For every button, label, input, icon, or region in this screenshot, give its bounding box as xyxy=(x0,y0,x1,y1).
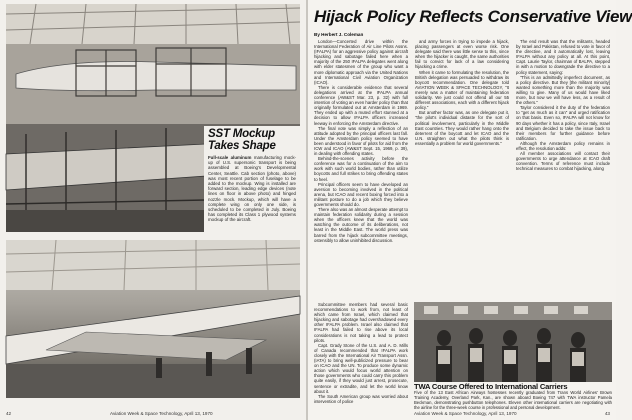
col2-paragraph: and army forces in trying to impede a hijack, placing passengers at even worse risk. One delegate said there was little sense to this, since when the hijacker is caught, the same authorities fail to convict for lack of a law considering hijacking a crime. xyxy=(415,39,509,70)
col1-paragraph: London—Concerted drive within the International Federation of Air Line Pilots Assns. (IFALPA) for an aggressive policy against aircraft hijacking and sabotage failed here when a majority of the 250 IFALPA delegates went along with elder statesmen of the group who want a more diplomatic approach via the United Nations and International Civil Aviation Organization (ICAO). xyxy=(314,39,408,85)
sidebar-headline: TWA Course Offered to International Carriers xyxy=(414,382,612,391)
article-column-3 xyxy=(516,39,610,239)
col2-paragraph: But another factor was, as one delegate put it, "the pilot's individual distaste for the sort of political involvement, particularly in the Middle East countries. They would rather hang onto the deterrent of the boycott and let ICAO and the U.N. straighten out what the pilots think is essentially a problem for world governments." xyxy=(415,110,509,146)
article-byline: By Herbert J. Coleman xyxy=(314,32,364,37)
col1-lower-paragraph: The South American group was worried about intervention of police xyxy=(314,393,408,404)
col1-paragraph: The final vote was simply a reflection of an attitude adopted by the principal officers last fall. Under the Amsterdam policy seemed to have been understood in favor of pilots for aid from the ICW and ICAO (AW&ST Sept. 15, 1969, p. 39), in dealing with offending states. xyxy=(314,125,408,157)
right-page xyxy=(308,0,632,420)
left-page-number: 42 xyxy=(6,411,12,416)
col3-paragraph: Although the Amsterdam policy remains in effect, the resolution adds: xyxy=(516,140,610,151)
col3-paragraph: All member associations will contact their governments to urge attendance at ICAO draft convention. Terms of reference must include technical measures to combat hijacking, along xyxy=(516,151,610,172)
sst-caption xyxy=(204,126,300,232)
col1-paragraph: Behind-the-scenes activity before the conference was for a continuation of the aim to work with such world bodies, rather than utilize boycotts and full strikes to bring offending states to heel. xyxy=(314,156,408,182)
col2-paragraph: When it came to formulating the resolution, the British delegation was persuaded to withdraw its boycott recommendation. One delegate told AVIATION WEEK & SPACE TECHNOLOGY, "It merely was a matter of maintaining federation solidarity. We just could not offend all our 55 different associations, each with a different hijack policy." xyxy=(415,69,509,111)
right-page-number: 43 xyxy=(604,411,610,416)
right-page-masthead: Aviation Week & Space Technology, April 13, 1970 xyxy=(414,411,517,416)
left-page-masthead: Aviation Week & Space Technology, April 13, 1970 xyxy=(110,411,213,416)
col3-paragraph: "This is an admittedly imperfect document, as a policy directive. But they [the militant minority] wanted something more than the majority was willing to give. Many of us would have liked more, but now we will have less, as a result of the others." xyxy=(516,74,610,106)
col1-lower-paragraph: Subcommittee members had several basic recommendations to work from, not least of which came from Israel, which claimed that hijacking and sabotage had overshadowed every other IFALPA problem. Israel also claimed that IFALPA had failed to rise above its local considerations is not taking a lead to protect pilots. xyxy=(314,302,408,343)
col3-paragraph: Taylor considered it the duty of the federation to "get as much as it can" and urged ratification on that basis. Even so, IFALPA will not know for 90 days whether it has a policy, since Italy, Israel and Belgium decided to take the issue back to their members for further guidance before ratification. xyxy=(516,105,610,141)
sst-caption-title-line1: SST Mockup xyxy=(208,128,276,140)
col1-paragraph: There also was an almost desperate attempt to maintain federation solidarity during a session when the officers knew that the world was watching the outcome of its deliberations, not least in the Middle East. The world press was barred from the hijack subcommittee meetings, ostensibly to allow uninhibited discussion. xyxy=(314,207,408,243)
sst-caption-title-line2: Takes Shape xyxy=(208,140,276,152)
sst-caption-text xyxy=(208,155,296,223)
sst-caption-lead: Full-scale aluminum xyxy=(208,155,252,160)
article-column-2 xyxy=(415,39,509,301)
col1-paragraph: There is considerable evidence that several delegations arrived at the IFALPA annual conference (AW&ST Mar. 23, p. 32) with full intention of voting an even harder policy than that originally formulated out at Amsterdam in 1969. They ended up with a muted effort stunned at a decision to allow IFALPA officers increased leeway in enforcing the Amsterdam directive. xyxy=(314,84,408,126)
sst-mockup-photo-bottom-image xyxy=(6,240,300,398)
col3-paragraph: The end result was that the militants, headed by Israel and Pakistan, refused to vote in favor of the directive, and it automatically lost, leaving IFALPA without any policy at all. At this point, Capt. Laurie Taylor, chairman of BALPA, stepped in with a motion to downgrade the directive to a policy statement, saying: xyxy=(516,39,610,75)
sidebar-caption: Five of the 13 East African Airways hostesses recently graduated from Trans World Airlines' Brown Training Academy, Overland Park, Kan., are shown aboard Boeing 747 with TWA instructor Pamela Beckman, demonstrating pushbutton telephones. Eleven other international carriers are negotiating with the airline for the three-week course in professional and personal development. xyxy=(414,391,612,413)
article-headline: Hijack Policy Reflects Conservative View xyxy=(314,7,632,26)
col1-lower-paragraph: Capt. Grady Stone of the U.S. and A. D. Mills of Canada recommended that IFALPA work closely with the International Air Transport Assn. (IATA) to bring well-publicized pressure to bear on ICAO and the UN. To produce some dynamic action which would focus world attention on those governments who could carry this problem quite easily, if they would just arrest, prosecute, sentence or extradite, and let the world know about it. xyxy=(314,342,408,394)
article-column-1 xyxy=(314,39,408,301)
left-page xyxy=(0,0,306,420)
col1-paragraph: Principal officers seem to have developed an aversion to becoming involved in the political arena, but ICAO and recent boxing forced into a militant posture to do a job which they believe governments should do. xyxy=(314,181,408,207)
sst-mockup-photo-bottom xyxy=(6,240,300,398)
sst-caption-title xyxy=(208,128,296,152)
article-columns xyxy=(314,39,612,301)
article-column-1-lower xyxy=(314,302,408,404)
sst-caption-body: manufacturing mock-up of U.S. supersonic transport is being assembled at Boeing's Developmental Center, Seattle. Cab section (photo, above) was most recent portion of fuselage to be added to the mockup. Wing is installed are forward section, leading edge devices (note lines on floor in above photo) and hinged nozzle mock. Mockup, which will have a complete wing on only one side, is scheduled to be completed in July. Boeing has completed its Class 1 plywood systems mockup of the aircraft. xyxy=(208,155,296,223)
